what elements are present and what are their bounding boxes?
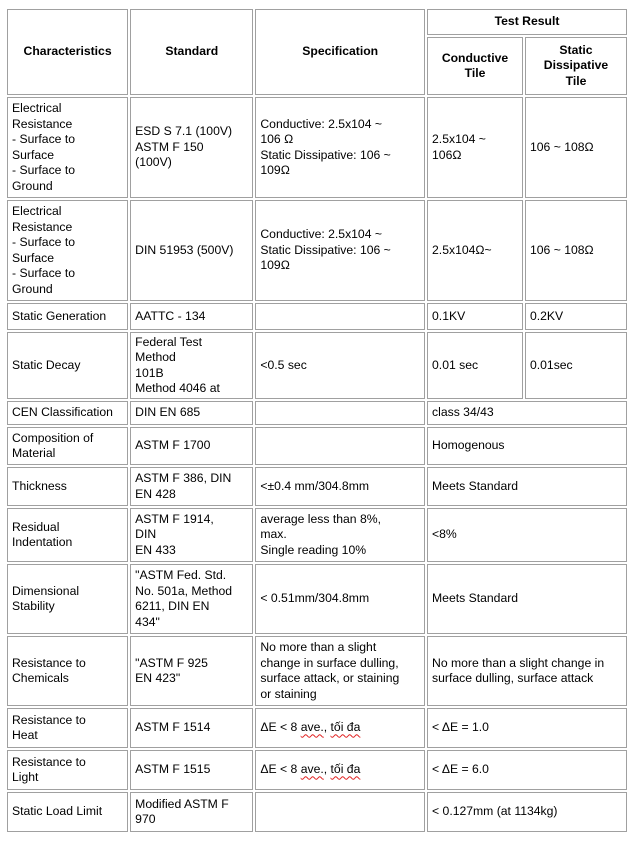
table-row (7, 564, 627, 634)
standard-cell: "ASTM Fed. Std. No. 501a, Method 6211, DIN EN 434" (130, 564, 253, 634)
characteristic-cell: Resistance to Chemicals (7, 636, 128, 706)
characteristic-cell: Residual Indentation (7, 508, 128, 562)
table-row (7, 427, 627, 465)
standard-cell: ASTM F 386, DIN EN 428 (130, 467, 253, 506)
characteristic-cell: Resistance to Heat (7, 708, 128, 748)
specification-cell: Conductive: 2.5x104 ~ 106 Ω Static Dissipative: 106 ~ 109Ω (255, 97, 425, 198)
spellcheck-word: tối đa (330, 720, 361, 735)
dissipative-result-cell: 106 ~ 108Ω (525, 97, 627, 198)
conductive-result-cell: 0.01 sec (427, 332, 523, 399)
specification-cell (255, 401, 425, 425)
spec-prefix: ΔE < 8 (260, 720, 301, 735)
spellcheck-word: ave. (300, 720, 324, 735)
test-result-cell: < 0.127mm (at 1134kg) (427, 792, 627, 832)
header-characteristics: Characteristics (7, 9, 128, 95)
dissipative-result-cell: 106 ~ 108Ω (525, 200, 627, 301)
test-result-cell: < ΔE = 6.0 (427, 750, 627, 790)
dissipative-result-cell: 0.2KV (525, 303, 627, 330)
test-result-cell: Meets Standard (427, 564, 627, 634)
test-result-cell: < ΔE = 1.0 (427, 708, 627, 748)
characteristic-cell: Composition of Material (7, 427, 128, 465)
specification-cell: <0.5 sec (255, 332, 425, 399)
specification-cell (255, 750, 425, 790)
characteristic-cell: Thickness (7, 467, 128, 506)
table-row (7, 636, 627, 706)
specification-cell (255, 708, 425, 748)
test-result-cell: <8% (427, 508, 627, 562)
table-row (7, 792, 627, 832)
header-conductive-tile: Conductive Tile (427, 37, 523, 95)
standard-cell: ASTM F 1515 (130, 750, 253, 790)
specification-cell: <±0.4 mm/304.8mm (255, 467, 425, 506)
standard-cell: DIN 51953 (500V) (130, 200, 253, 301)
header-specification: Specification (255, 9, 425, 95)
specification-cell: No more than a slight change in surface dulling, surface attack, or staining or staining (255, 636, 425, 706)
standard-cell: AATTC - 134 (130, 303, 253, 330)
standard-cell: DIN EN 685 (130, 401, 253, 425)
table-row (7, 303, 627, 330)
table-row (7, 467, 627, 506)
characteristic-cell: Static Generation (7, 303, 128, 330)
conductive-result-cell: 0.1KV (427, 303, 523, 330)
specification-cell: average less than 8%, max. Single reading 10% (255, 508, 425, 562)
characteristic-cell: Resistance to Light (7, 750, 128, 790)
test-result-cell: Meets Standard (427, 467, 627, 506)
specification-cell (255, 792, 425, 832)
standard-cell: Federal Test Method 101B Method 4046 at (130, 332, 253, 399)
header-test-result: Test Result (427, 9, 627, 35)
dissipative-result-cell: 0.01sec (525, 332, 627, 399)
test-result-cell: Homogenous (427, 427, 627, 465)
table-row (7, 200, 627, 301)
spec-separator: , (323, 762, 331, 777)
conductive-result-cell: 2.5x104Ω~ (427, 200, 523, 301)
standard-cell: ASTM F 1700 (130, 427, 253, 465)
specification-cell: < 0.51mm/304.8mm (255, 564, 425, 634)
characteristic-cell: CEN Classification (7, 401, 128, 425)
characteristic-cell: Dimensional Stability (7, 564, 128, 634)
specification-cell (255, 303, 425, 330)
specification-cell: Conductive: 2.5x104 ~ Static Dissipative: 106 ~ 109Ω (255, 200, 425, 301)
characteristic-cell: Static Load Limit (7, 792, 128, 832)
characteristic-cell: Electrical Resistance - Surface to Surface - Surface to Ground (7, 97, 128, 198)
table-row (7, 401, 627, 425)
characteristic-cell: Electrical Resistance - Surface to Surface - Surface to Ground (7, 200, 128, 301)
spec-prefix: ΔE < 8 (260, 762, 301, 777)
spellcheck-word: ave. (300, 762, 324, 777)
header-standard: Standard (130, 9, 253, 95)
table-row (7, 97, 627, 198)
test-result-cell: class 34/43 (427, 401, 627, 425)
specification-table (5, 7, 629, 834)
standard-cell: ESD S 7.1 (100V) ASTM F 150 (100V) (130, 97, 253, 198)
table-row (7, 708, 627, 748)
table-row (7, 332, 627, 399)
standard-cell: Modified ASTM F 970 (130, 792, 253, 832)
spellcheck-word: tối đa (330, 762, 361, 777)
conductive-result-cell: 2.5x104 ~ 106Ω (427, 97, 523, 198)
standard-cell: "ASTM F 925 EN 423" (130, 636, 253, 706)
header-row (7, 9, 627, 35)
table-row (7, 508, 627, 562)
standard-cell: ASTM F 1914, DIN EN 433 (130, 508, 253, 562)
characteristic-cell: Static Decay (7, 332, 128, 399)
spec-separator: , (323, 720, 331, 735)
table-row (7, 750, 627, 790)
header-static-dissipative-tile: Static Dissipative Tile (525, 37, 627, 95)
specification-cell (255, 427, 425, 465)
standard-cell: ASTM F 1514 (130, 708, 253, 748)
test-result-cell: No more than a slight change in surface dulling, surface attack (427, 636, 627, 706)
